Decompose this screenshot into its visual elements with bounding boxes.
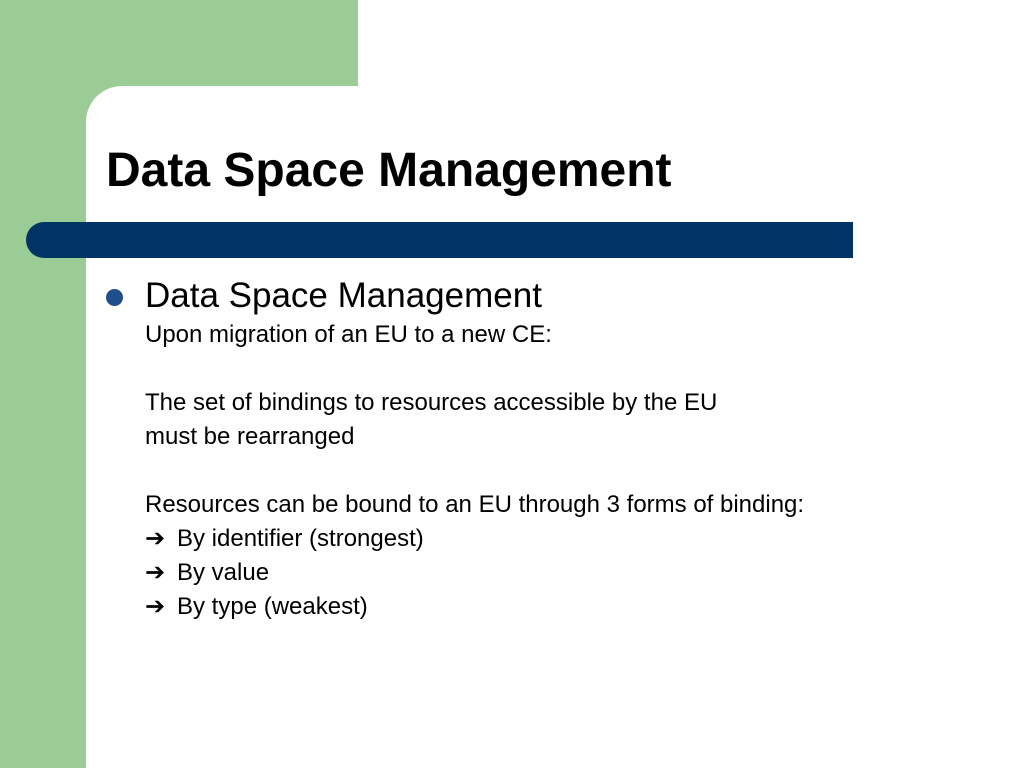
- arrow-right-icon: ➔: [145, 559, 166, 586]
- body-line: Upon migration of an EU to a new CE:: [145, 321, 552, 348]
- body-line: must be rearranged: [145, 423, 355, 450]
- blank-line: [145, 454, 986, 488]
- bullet-heading: Data Space Management: [145, 276, 542, 315]
- arrow-right-icon: ➔: [145, 525, 166, 552]
- slide-title: Data Space Management: [106, 144, 672, 197]
- slide-body: [106, 274, 986, 624]
- bullet-icon: [106, 289, 123, 306]
- arrow-item: [145, 590, 986, 624]
- blank-line: [145, 352, 986, 386]
- arrow-item-label: By type (weakest): [177, 593, 368, 620]
- arrow-item-label: By value: [177, 559, 270, 586]
- arrow-item: [145, 522, 986, 556]
- arrow-right-icon: ➔: [145, 593, 166, 620]
- bullet-body: [145, 318, 986, 624]
- bullet-item: [106, 274, 986, 624]
- arrow-item-label: By identifier (strongest): [177, 525, 424, 552]
- arrow-item: [145, 556, 986, 590]
- title-underline-bar: [26, 222, 853, 258]
- body-line: Resources can be bound to an EU through 3 forms of binding:: [145, 491, 805, 518]
- body-line: The set of bindings to resources accessible by the EU: [145, 389, 718, 416]
